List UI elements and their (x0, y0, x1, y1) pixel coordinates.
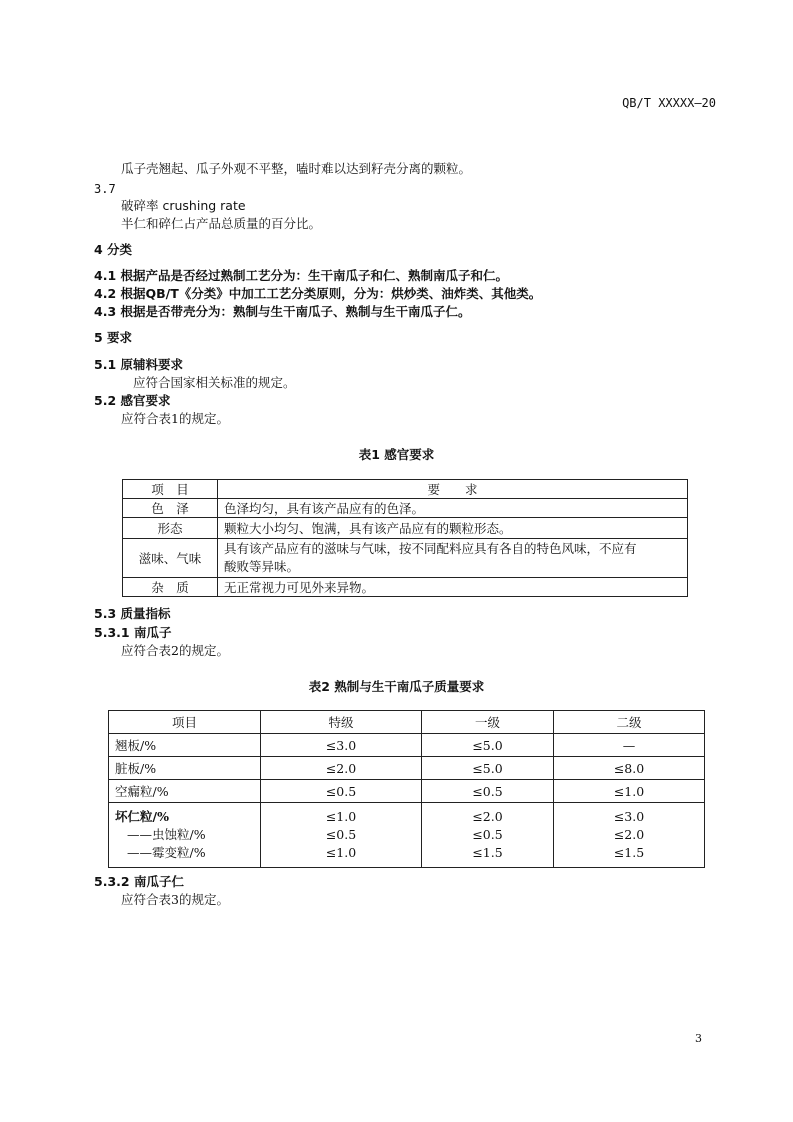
table-row (109, 757, 705, 780)
table-1-caption: 表1 感官要求 (358, 447, 435, 462)
table-cell-value: ≤5.0 (422, 757, 554, 780)
table-row-group (109, 803, 705, 868)
table-row (109, 780, 705, 803)
table-cell-value: ≤0.5 (422, 780, 554, 803)
paragraph-continuation: 瓜子壳翘起、瓜子外观不平整，嗑时难以达到籽壳分离的颗粒。 (121, 161, 472, 176)
table-cell-item: 色 泽 (123, 499, 218, 518)
table-cell-value: ≤1.0 (554, 780, 705, 803)
table-cell-requirement: 色泽均匀，具有该产品应有的色泽。 (218, 499, 688, 518)
value-line: ≤2.0 (613, 827, 645, 842)
group-label: 坏仁粒/% (115, 809, 169, 824)
table-header-row (109, 711, 705, 734)
table-cell-item: 翘板/% (109, 734, 261, 757)
table-cell-item: 滋味、气味 (123, 539, 218, 578)
quality-requirements-table (108, 710, 705, 868)
table-header-cell: 二级 (554, 711, 705, 734)
clause-5-3-heading: 5.3 质量指标 (94, 606, 171, 621)
table-cell-item (109, 803, 261, 868)
table-cell-item: 空瘺粒/% (109, 780, 261, 803)
table-cell-requirement: 颗粒大小均匀、饱满，具有该产品应有的颗粒形态。 (218, 518, 688, 539)
value-line: ≤1.0 (325, 809, 357, 824)
table-row (109, 734, 705, 757)
clause-4-1: 4.1 根据产品是否经过熟制工艺分为：生干南瓜子和仁、熟制南瓜子和仁。 (94, 268, 508, 283)
table-cell-value: ≤0.5 (261, 780, 422, 803)
value-line: ≤2.0 (472, 809, 503, 824)
page-number: 3 (695, 1032, 702, 1045)
table-row (123, 578, 688, 597)
table-cell-requirement: 无正常视力可见外来异物。 (218, 578, 688, 597)
term-definition: 半仁和碎仁占产品总质量的百分比。 (121, 216, 322, 231)
clause-5-3-2-heading: 5.3.2 南瓜子仁 (94, 874, 184, 889)
table-header-cell: 要 求 (218, 480, 688, 499)
table-header-cell: 项 目 (123, 480, 218, 499)
table-cell-value: ≤3.0 (261, 734, 422, 757)
clause-5-2-heading: 5.2 感官要求 (94, 393, 171, 408)
section-5-heading: 5 要求 (94, 330, 133, 345)
table-row (123, 499, 688, 518)
table-cell-requirement (218, 539, 688, 578)
clause-5-3-1-heading: 5.3.1 南瓜子 (94, 625, 172, 640)
value-line: ≤1.5 (472, 845, 503, 860)
clause-5-1-text: 应符合国家相关标准的规定。 (133, 375, 296, 390)
value-line: ≤1.0 (325, 845, 357, 860)
requirement-line: 具有该产品应有的滋味与气味，按不同配料应具有各自的特色风味，不应有 (224, 541, 637, 556)
table-cell-value: — (554, 734, 705, 757)
clause-5-2-text: 应符合表1的规定。 (121, 411, 229, 426)
requirement-line: 酸败等异味。 (224, 559, 300, 574)
clause-5-1-heading: 5.1 原辅料要求 (94, 357, 183, 372)
table-cell-value (554, 803, 705, 868)
value-line: ≤0.5 (472, 827, 503, 842)
clause-4-2: 4.2 根据QB/T《分类》中加工工艺分类原则，分为：烘炒类、油炸类、其他类。 (94, 286, 542, 301)
table-2-caption: 表2 熟制与生干南瓜子质量要求 (308, 679, 485, 694)
table-cell-item: 脏板/% (109, 757, 261, 780)
term-crushing-rate: 破碎率 crushing rate (121, 198, 246, 213)
table-cell-value (422, 803, 554, 868)
value-line: ≤1.5 (613, 845, 645, 860)
clause-4-3: 4.3 根据是否带壳分为：熟制与生干南瓜子、熟制与生干南瓜子仁。 (94, 304, 471, 319)
table-cell-value: ≤2.0 (261, 757, 422, 780)
value-line: ≤3.0 (613, 809, 645, 824)
table-cell-item: 杂 质 (123, 578, 218, 597)
table-cell-value (261, 803, 422, 868)
table-row (123, 539, 688, 578)
clause-5-3-1-text: 应符合表2的规定。 (121, 643, 229, 658)
table-header-cell: 一级 (422, 711, 554, 734)
table-cell-value: ≤8.0 (554, 757, 705, 780)
clause-number-3-7: 3.7 (94, 182, 116, 196)
value-line: ≤0.5 (325, 827, 357, 842)
sub-label: ——虫蚀粒/% (127, 827, 206, 842)
table-row (123, 518, 688, 539)
table-header-cell: 项目 (109, 711, 261, 734)
section-4-heading: 4 分类 (94, 242, 133, 257)
sub-label: ——霉变粒/% (127, 845, 206, 860)
table-cell-value: ≤5.0 (422, 734, 554, 757)
table-cell-item: 形态 (123, 518, 218, 539)
table-header-cell: 特级 (261, 711, 422, 734)
table-header-row (123, 480, 688, 499)
sensory-requirements-table (122, 479, 688, 597)
clause-5-3-2-text: 应符合表3的规定。 (121, 892, 229, 907)
document-code: QB/T XXXXX—20 (622, 96, 716, 110)
